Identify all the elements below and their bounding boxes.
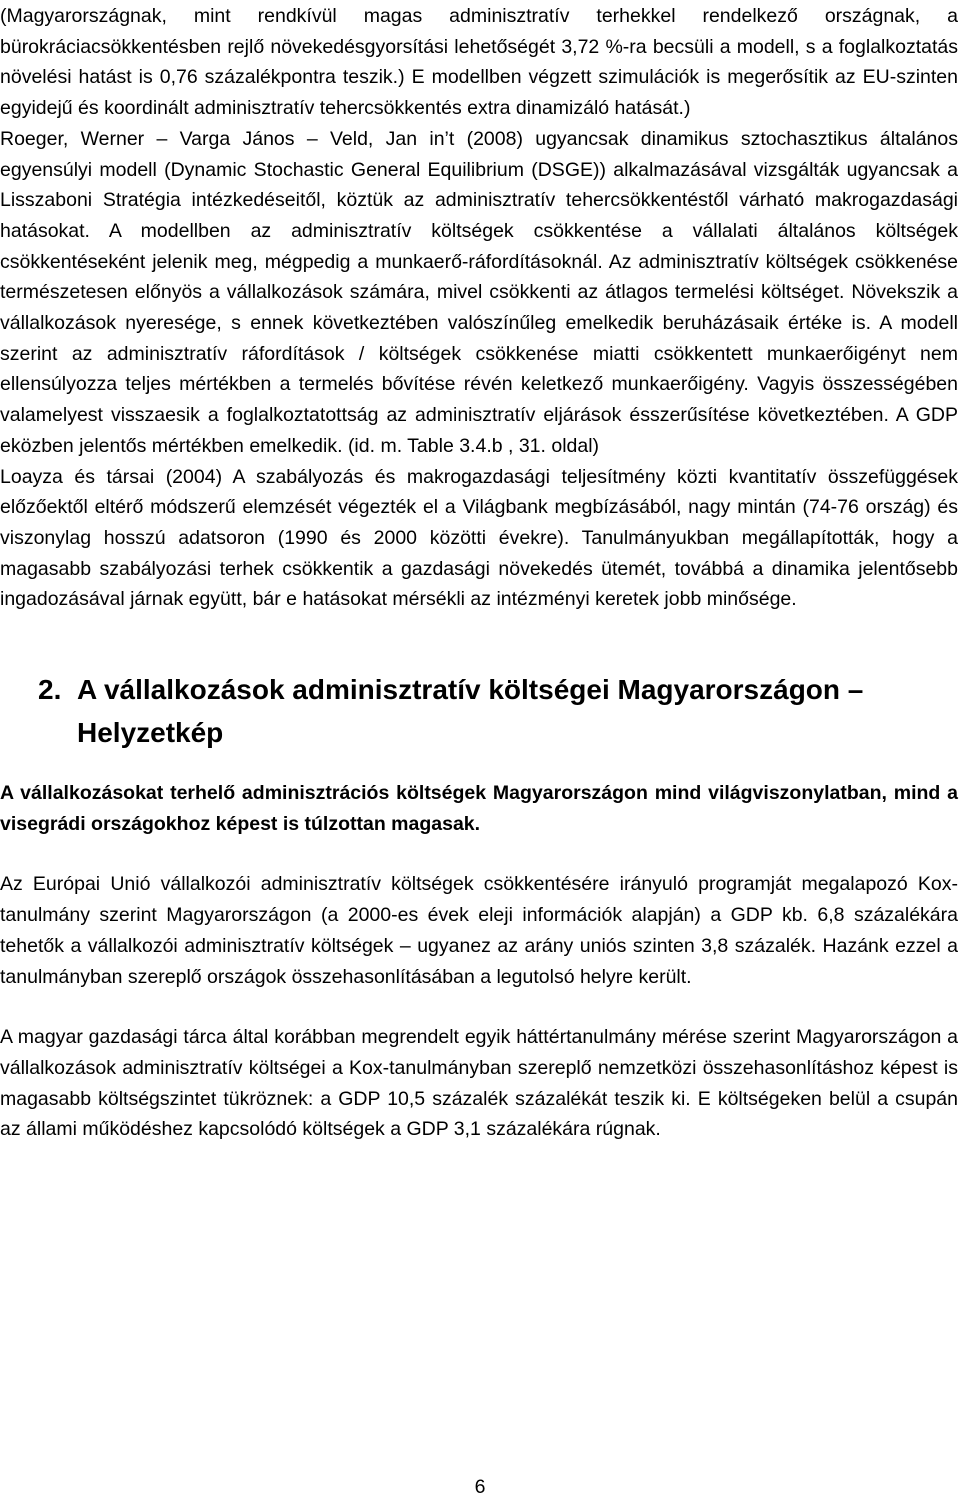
paragraph-dsge-hungary: (Magyarországnak, mint rendkívül magas adminisztratív terhekkel rendelkező országnak, a bürokráciacsökkentésben rejlő növekedésgyorsítási lehetőségét 3,72 %-ra becsüli a modell, s a foglalkoztatás növelési hatást is 0,76 százalékpontra teszik.) E modellben végzett szimulációk is megerősítik az EU-szinten egyidejű és koordinált adminisztratív tehercsökkentés extra dinamizáló hatását.) [0, 5, 958, 120]
section-summary: A vállalkozásokat terhelő adminisztrációs költségek Magyarországon mind világviszonylatban, mind a visegrádi országokhoz képest is túlzottan magasak. [0, 782, 958, 835]
spacer [0, 839, 958, 869]
section-title-line1: A vállalkozások adminisztratív költségei Magyarországon – [77, 674, 864, 706]
paragraph-background-study: A magyar gazdasági tárca által korábban megrendelt egyik háttértanulmány mérése szerint Magyarországon a vállalkozások adminisztratív költségei a Kox-tanulmányban szereplő nemzetközi összehasonlításhoz képest is magasabb költségszintet tükröznek: a GDP 10,5 százalék százalékát teszik ki. E költségeken belül a csupán az állami működéshez kapcsolódó költségek a GDP 3,1 százalékára rúgnak. [0, 1026, 958, 1141]
spacer [0, 992, 958, 1022]
spacer [0, 615, 958, 668]
section-number: 2. [38, 674, 62, 706]
page-number: 6 [474, 1476, 486, 1498]
section-title-line2: Helyzetkép [77, 717, 224, 749]
paragraph-kox-study: Az Európai Unió vállalkozói adminisztratív költségek csökkentésére irányuló programját megalapozó Kox-tanulmány szerint Magyarországon (a 2000-es évek eleji információk alapján) a GDP kb. 6,8 százalékára tehetők a vállalkozói adminisztratív költségek – ugyanez az arány uniós szinten 3,8 százalék. Hazánk ezzel a tanulmányban szereplő országok összehasonlításában a legutolsó helyre került. [0, 873, 958, 988]
spacer [0, 754, 958, 778]
paragraph-loayza: Loayza és társai (2004) A szabályozás és makrogazdasági teljesítmény közti kvantitatív összefüggések előzőektől eltérő módszerű elemzését végezték el a Világbank megbízásából, nagy mintán (74-76 ország) és viszonylag hosszú adatsoron (1990 és 2000 közötti évekre). Tanulmányukban megállapították, hogy a magasabb szabályozási terhek csökkentik a gazdasági növekedés ütemét, továbbá a dinamika jelentősebb ingadozásával járnak együtt, bár e hatásokat mérsékli az intézményi keretek jobb minősége. [0, 465, 958, 611]
paragraph-roeger-varga-veld: Roeger, Werner – Varga János – Veld, Jan in’t (2008) ugyancsak dinamikus sztochasztikus általános egyensúlyi modell (Dynamic Stochastic General Equilibrium (DSGE)) alkalmazásával vizsgálták ugyancsak a Lisszaboni Stratégia intézkedéseitől, köztük az adminisztratív tehercsökkentéstől várható makrogazdasági hatásokat. A modellben az adminisztratív költségek csökkentése a vállalati általános költségek csökkentéseként jelenik meg, mégpedig a munkaerő-ráfordításoknál. Az adminisztratív költségek csökkenése természetesen előnyös a vállalkozások számára, mivel csökkenti az átlagos termelési költséget. Növekszik a vállalkozások nyeresége, s ennek következtében valószínűleg emelkedik beruházásaik értéke is. A modell szerint az adminisztratív ráfordítások / költségek csökkenése miatti csökkentett munkaerőigényt nem ellensúlyozza teljes mértékben a termelés bővítése révén keletkező munkaerőigény. Vagyis összességében valamelyest visszaesik a foglalkoztatottság az adminisztratív eljárások ésszerűsítése következtében. A GDP eközben jelentős mértékben emelkedik. (id. m. Table 3.4.b , 31. oldal) [0, 127, 958, 457]
section-heading [0, 668, 958, 754]
